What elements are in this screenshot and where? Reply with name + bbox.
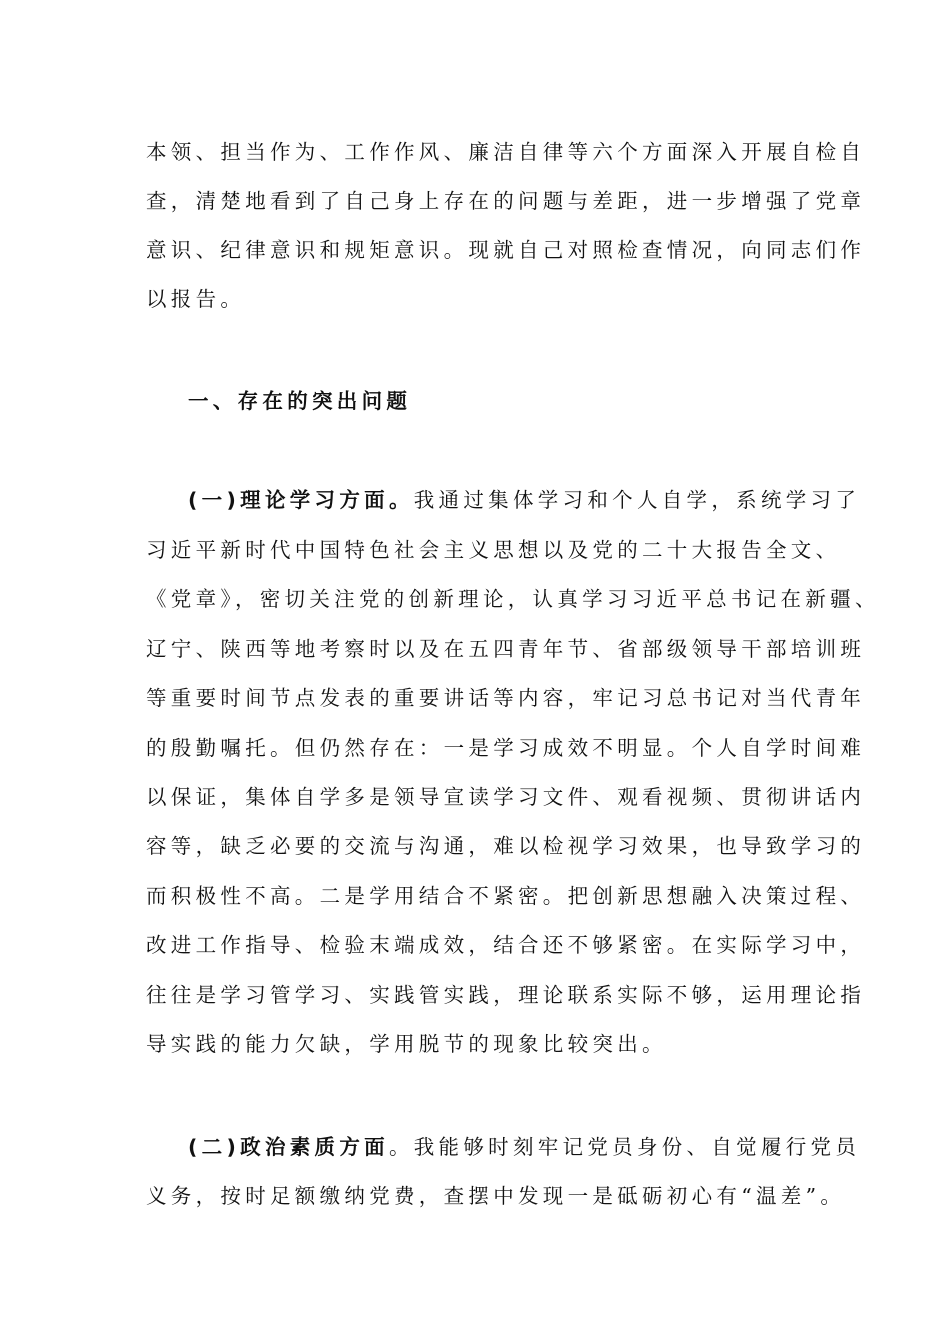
subsection-1-first-line <box>188 486 860 514</box>
paragraph-line: 容等，缺乏必要的交流与沟通，难以检视学习效果，也导致学习的 <box>146 834 866 858</box>
paragraph-line: 《党章》，密切关注党的创新理论，认真学习习近平总书记在新疆、 <box>146 587 880 611</box>
paragraph-line: 往往是学习管学习、实践管实践，理论联系实际不够，运用理论指 <box>146 983 866 1007</box>
paragraph-line: 改进工作指导、检验末端成效，结合还不够紧密。在实际学习中， <box>146 933 866 957</box>
paragraph-line: 的殷勤嘱托。但仍然存在：一是学习成效不明显。个人自学时间难 <box>146 736 866 760</box>
paragraph-line: 辽宁、陕西等地考察时以及在五四青年节、省部级领导干部培训班 <box>146 637 866 661</box>
paragraph-line: 习近平新时代中国特色社会主义思想以及党的二十大报告全文、 <box>146 538 841 562</box>
intro-line: 查，清楚地看到了自己身上存在的问题与差距，进一步增强了党章 <box>146 189 866 213</box>
subsection-1-title: (一)理论学习方面。 <box>188 488 414 512</box>
subsection-2-first-line-text: 。我能够时刻牢记党员身份、自觉履行党员 <box>388 1135 861 1159</box>
paragraph-line: 而积极性不高。二是学用结合不紧密。把创新思想融入决策过程、 <box>146 884 866 908</box>
subsection-2-first-line <box>188 1133 860 1161</box>
subsection-2-title: (二)政治素质方面 <box>188 1135 389 1159</box>
paragraph-line: 义务，按时足额缴纳党费，查摆中发现一是砥砺初心有“温差”。 <box>146 1184 846 1208</box>
paragraph-line: 导实践的能力欠缺，学用脱节的现象比较突出。 <box>146 1032 667 1056</box>
intro-line: 以报告。 <box>146 287 246 311</box>
paragraph-line: 以保证，集体自学多是领导宣读学习文件、观看视频、贯彻讲话内 <box>146 785 866 809</box>
intro-line: 本领、担当作为、工作作风、廉洁自律等六个方面深入开展自检自 <box>146 140 866 164</box>
subsection-1-first-line-text: 我通过集体学习和个人自学，系统学习了 <box>413 488 861 512</box>
intro-line: 意识、纪律意识和规矩意识。现就自己对照检查情况，向同志们作 <box>146 238 866 262</box>
section-heading: 一、存在的突出问题 <box>188 389 412 413</box>
paragraph-line: 等重要时间节点发表的重要讲话等内容，牢记习总书记对当代青年 <box>146 686 866 710</box>
